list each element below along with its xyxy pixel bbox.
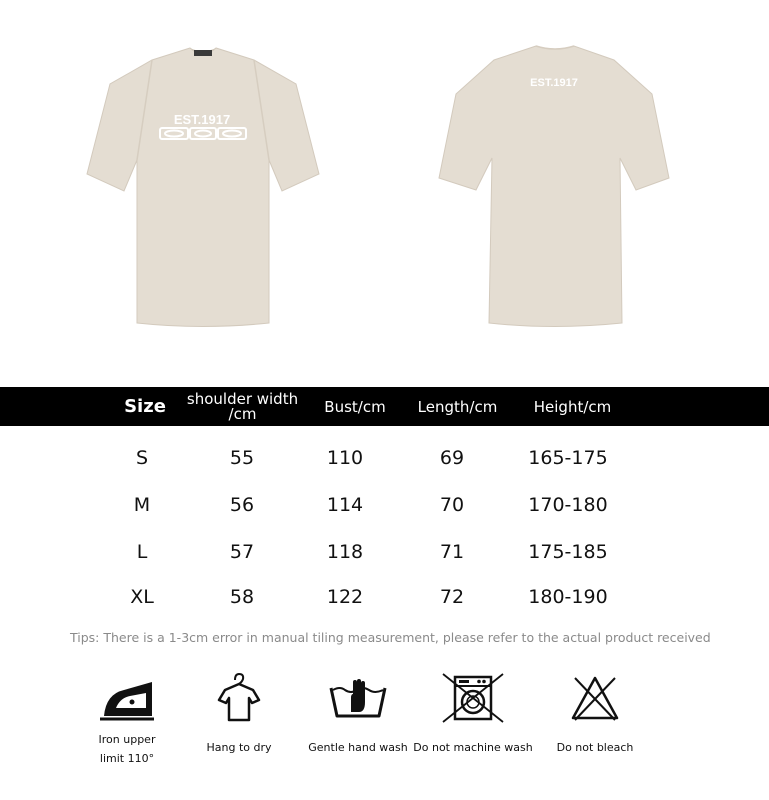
header-shoulder-width: shoulder width /cm	[186, 389, 299, 423]
care-hand-wash	[298, 672, 418, 757]
care-iron	[67, 672, 187, 768]
header-size: Size	[124, 396, 166, 417]
tshirt-back-image	[434, 38, 734, 338]
care-no-machine-wash	[413, 672, 533, 757]
measurement-tip: Tips: There is a 1-3cm error in manual tiling measurement, please refer to the actual product received	[70, 630, 711, 645]
cell-height: 180-190	[528, 586, 608, 608]
cell-bust: 118	[326, 541, 364, 563]
cell-size: S	[135, 447, 149, 469]
cell-height: 175-185	[528, 541, 608, 563]
cell-length: 71	[439, 541, 465, 563]
header-bust: Bust/cm	[324, 397, 386, 416]
cell-shoulder: 58	[229, 586, 255, 608]
care-hang-dry	[179, 672, 299, 757]
cell-size: XL	[130, 586, 154, 608]
hang-dry-icon	[216, 672, 262, 724]
header-length: Length/cm	[417, 397, 498, 416]
cell-size: L	[136, 541, 148, 563]
iron-icon	[96, 672, 158, 724]
cell-bust: 114	[326, 494, 364, 516]
cell-shoulder: 56	[229, 494, 255, 516]
care-label: Iron upper	[98, 733, 156, 746]
cell-height: 165-175	[528, 447, 608, 469]
care-label: Do not machine wash	[413, 741, 533, 754]
front-print-text: EST.1917	[173, 112, 231, 127]
hand-wash-icon	[327, 672, 389, 724]
care-no-bleach	[535, 672, 655, 757]
table-row	[0, 443, 769, 473]
cell-size: M	[133, 494, 151, 516]
care-label: Do not bleach	[556, 741, 634, 754]
care-label: Hang to dry	[206, 741, 272, 754]
cell-shoulder: 55	[229, 447, 255, 469]
care-label-line2: limit 110°	[99, 752, 155, 765]
care-label: Gentle hand wash	[308, 741, 408, 754]
no-machine-wash-icon	[441, 672, 505, 724]
cell-bust: 122	[326, 586, 364, 608]
cell-height: 170-180	[528, 494, 608, 516]
cell-shoulder: 57	[229, 541, 255, 563]
cell-length: 70	[439, 494, 465, 516]
table-row	[0, 537, 769, 567]
cell-length: 69	[439, 447, 465, 469]
size-table-header	[0, 387, 769, 426]
table-row	[0, 490, 769, 520]
cell-bust: 110	[326, 447, 364, 469]
header-height: Height/cm	[533, 397, 612, 416]
cell-length: 72	[439, 586, 465, 608]
tshirt-front-image	[82, 38, 382, 338]
table-row	[0, 582, 769, 612]
back-print-text: EST.1917	[530, 77, 578, 89]
no-bleach-icon	[569, 672, 621, 724]
